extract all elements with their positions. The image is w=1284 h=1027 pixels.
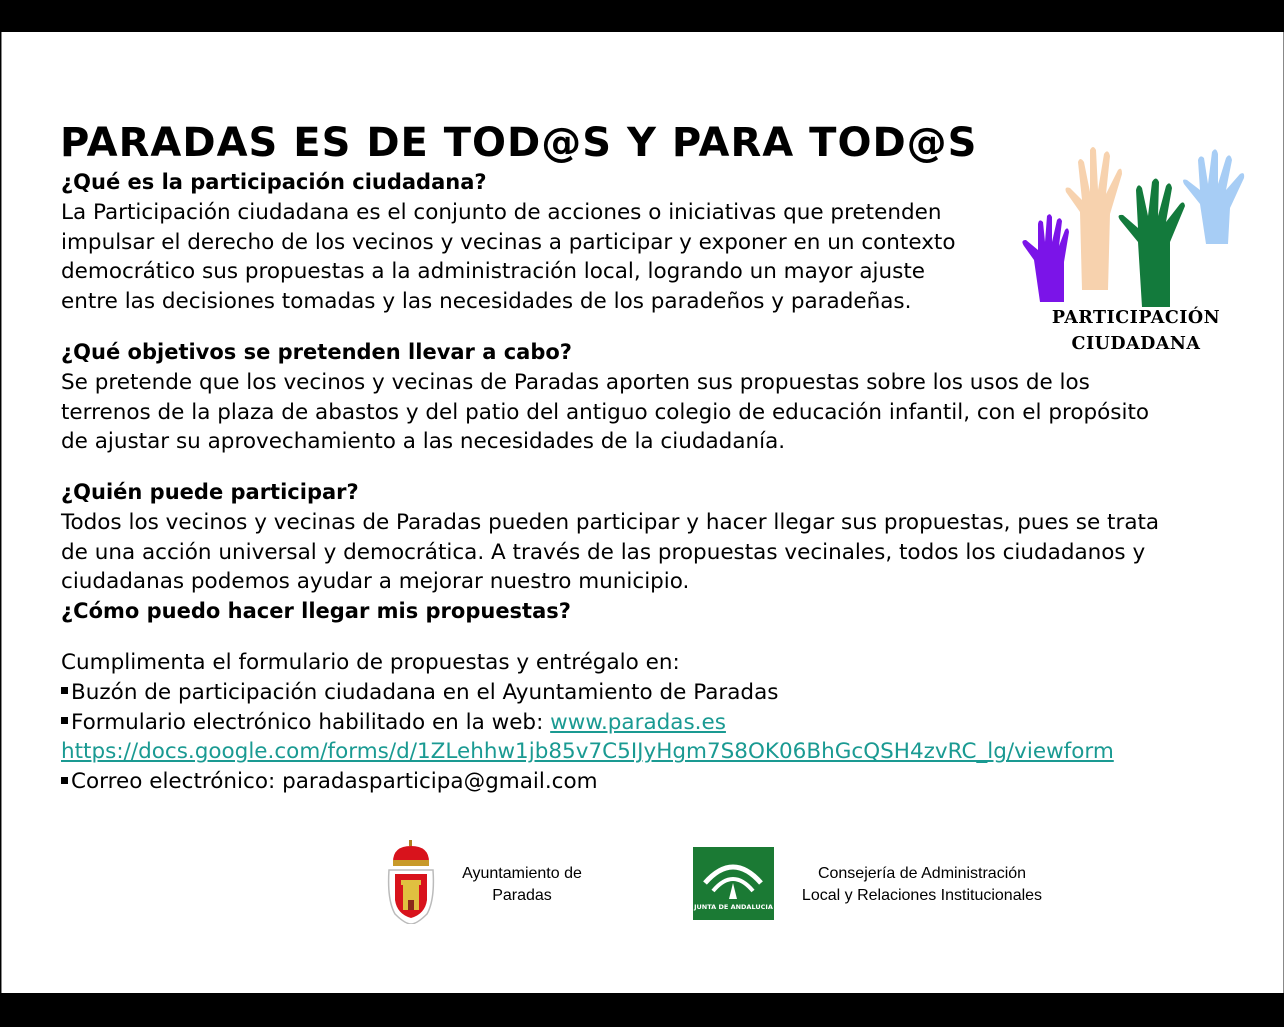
section-text-line: Se pretende que los vecinos y vecinas de Paradas aporten sus propuestas sobre los usos de los [61,369,1090,395]
junta-badge-text: JUNTA DE ANDALUCIA [694,903,773,911]
section-text-line: de ajustar su aprovechamiento a las necesidades de la ciudadanía. [61,429,786,455]
participacion-ciudadana-logo [1020,142,1252,362]
page-title: PARADAS ES DE TOD@S Y PARA TOD@S [60,120,978,166]
raised-hands-icon [1020,142,1252,312]
section-text-line: democrático sus propuestas a la administración local, logrando un mayor ajuste [61,259,925,285]
section-question: ¿Quién puede participar? [61,480,359,504]
section-quien [61,478,1159,627]
section-como [61,648,1114,797]
bullet-item: Formulario electrónico habilitado en la web: www.paradas.es [61,708,1114,738]
google-form-link[interactable]: https://docs.google.com/forms/d/1ZLehhw1jb85v7C5IJyHgm7S8OK06BhGcQSH4zvRC_lg/viewform [61,739,1114,765]
bullet-item: Buzón de participación ciudadana en el Ayuntamiento de Paradas [61,678,1114,708]
paradas-website-link[interactable]: www.paradas.es [550,709,726,735]
section-text-line: entre las decisiones tomadas y las necesidades de los paradeños y paradeñas. [61,289,912,315]
section-que-es [61,168,956,317]
section-question: ¿Qué es la participación ciudadana? [61,170,487,194]
section-text-line: terrenos de la plaza de abastos y del patio del antiguo colegio de educación infantil, con el propósito [61,399,1150,425]
bullet-square-icon [61,717,68,724]
section-question: ¿Qué objetivos se pretenden llevar a cabo? [61,340,572,364]
section-text-line: ciudadanas podemos ayudar a mejorar nuestro municipio. [61,569,690,595]
ayuntamiento-label: Ayuntamiento de Paradas [462,865,582,904]
section-question: ¿Cómo puedo hacer llegar mis propuestas? [61,599,571,624]
bullet-item: Correo electrónico: paradasparticipa@gmail.com [61,767,1114,797]
section-text-line: de una acción universal y democrática. A través de las propuestas vecinales, todos los ciudadanos y [61,539,1146,565]
section-text-line: impulsar el derecho de los vecinos y vecinas a participar y exponer en un contexto [61,229,956,255]
section-text-line: Todos los vecinos y vecinas de Paradas pueden participar y hacer llegar sus propuestas, pues se trata [61,509,1160,535]
ayuntamiento-coat-of-arms-icon [385,840,437,924]
logo-caption-line2: CIUDADANA [1071,334,1201,354]
bullet-square-icon [61,777,68,784]
section-objetivos [61,338,1149,457]
junta-de-andalucia-logo [693,847,774,920]
consejeria-label: Consejería de Administración Local y Relaciones Institucionales [801,865,1043,904]
bullet-square-icon [61,687,68,694]
slide [1,32,1284,993]
logo-caption-line1: PARTICIPACIÓN [1051,308,1221,328]
section-text-line: La Participación ciudadana es el conjunto de acciones o iniciativas que pretenden [61,199,942,225]
section-intro: Cumplimenta el formulario de propuestas y entrégalo en: [61,650,680,675]
